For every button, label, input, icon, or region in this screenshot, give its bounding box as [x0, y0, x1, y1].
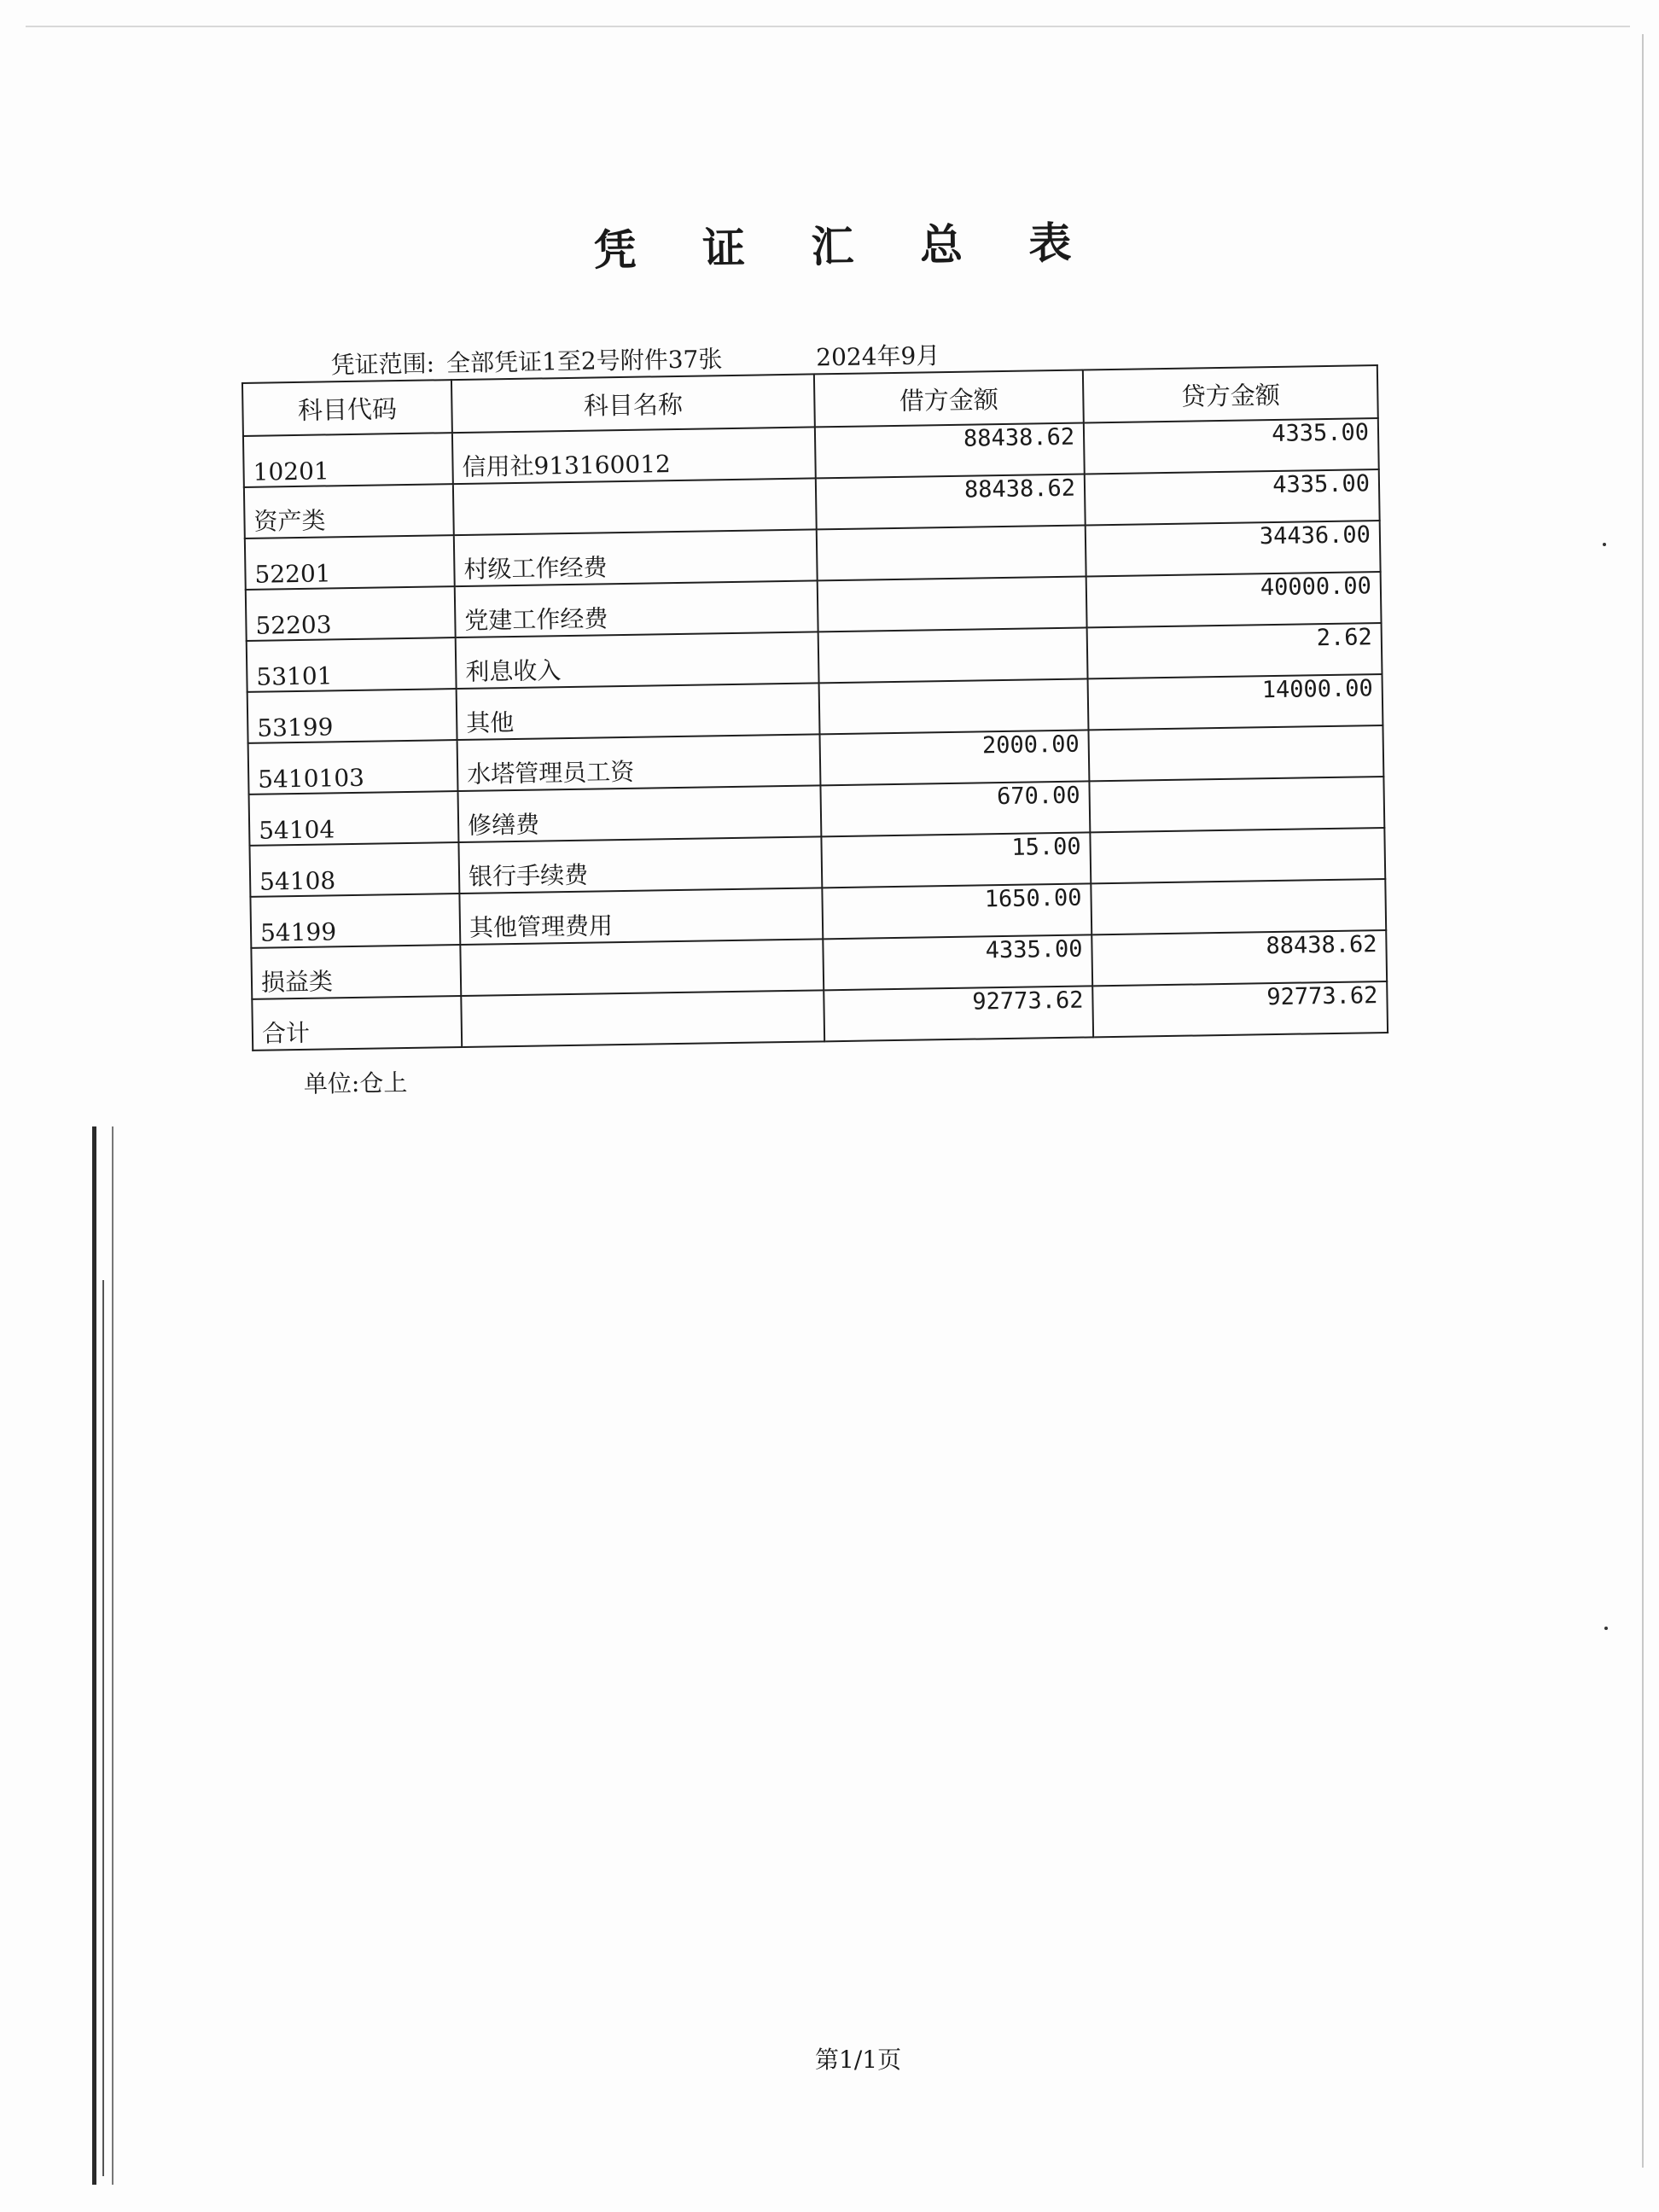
debit-amount: 670.00	[820, 781, 1090, 836]
voucher-range-label: 凭证范围:	[330, 349, 435, 380]
account-code: 52201	[245, 535, 455, 590]
account-code: 54108	[249, 842, 459, 897]
debit-amount: 1650.00	[822, 883, 1091, 939]
account-code: 53101	[247, 637, 457, 692]
scan-speck	[1604, 1627, 1608, 1630]
account-name: 银行手续费	[458, 836, 822, 894]
credit-amount	[1088, 725, 1383, 781]
debit-amount	[819, 678, 1089, 734]
account-code: 52203	[246, 586, 456, 641]
credit-amount	[1091, 879, 1386, 934]
credit-amount: 88438.62	[1091, 930, 1387, 986]
debit-amount: 15.00	[821, 832, 1091, 888]
debit-amount	[818, 627, 1088, 683]
header-debit-amount: 借方金额	[814, 370, 1084, 427]
scan-speck	[1603, 543, 1606, 546]
account-code: 53199	[247, 689, 457, 743]
voucher-summary-table	[242, 364, 1388, 1051]
account-name: 修缮费	[458, 785, 822, 842]
document-title: 凭 证 汇 总 表	[593, 217, 1097, 276]
account-name	[461, 990, 824, 1047]
voucher-range-value: 全部凭证1至2号附件37张	[445, 345, 723, 378]
account-name: 水塔管理员工资	[457, 734, 821, 791]
unit-label: 单位:仓上	[303, 1068, 408, 1098]
credit-amount: 14000.00	[1088, 674, 1383, 730]
account-code: 5410103	[248, 740, 458, 795]
credit-amount: 4335.00	[1084, 418, 1379, 474]
header-credit-amount: 贷方金额	[1083, 365, 1378, 422]
account-name	[460, 939, 824, 996]
debit-amount: 92773.62	[824, 986, 1093, 1041]
scan-edge-right	[1642, 34, 1644, 2168]
debit-amount: 88438.62	[815, 422, 1085, 478]
credit-amount: 4335.00	[1085, 469, 1380, 525]
credit-amount: 2.62	[1087, 623, 1382, 678]
account-name: 其他	[457, 683, 820, 740]
credit-amount	[1090, 828, 1385, 883]
account-code: 10201	[243, 433, 453, 487]
voucher-summary-document	[239, 204, 1396, 1101]
scan-edge-top	[26, 26, 1630, 27]
credit-amount: 34436.00	[1086, 521, 1381, 576]
account-code: 资产类	[244, 484, 454, 538]
debit-amount	[817, 525, 1086, 580]
debit-amount	[818, 576, 1087, 632]
header-account-name: 科目名称	[451, 374, 815, 433]
voucher-period: 2024年9月	[816, 341, 940, 372]
account-code: 54199	[250, 894, 460, 948]
account-name: 利息收入	[456, 632, 819, 689]
account-name: 信用社913160012	[452, 427, 816, 484]
account-name: 党建工作经费	[455, 580, 818, 637]
credit-amount: 92773.62	[1092, 981, 1388, 1037]
scan-edge-left-inner	[102, 1280, 113, 2176]
header-account-code: 科目代码	[242, 380, 452, 436]
credit-amount: 40000.00	[1086, 572, 1382, 627]
account-name: 其他管理费用	[459, 888, 823, 945]
account-name	[453, 478, 817, 535]
account-code: 54104	[249, 791, 459, 846]
account-code: 损益类	[251, 945, 461, 999]
debit-amount: 2000.00	[820, 730, 1090, 785]
credit-amount	[1089, 777, 1384, 832]
debit-amount: 4335.00	[823, 934, 1092, 990]
account-name: 村级工作经费	[454, 529, 818, 586]
account-code: 合计	[252, 996, 462, 1051]
page-number: 第1/1页	[815, 2046, 902, 2074]
debit-amount: 88438.62	[816, 474, 1086, 529]
